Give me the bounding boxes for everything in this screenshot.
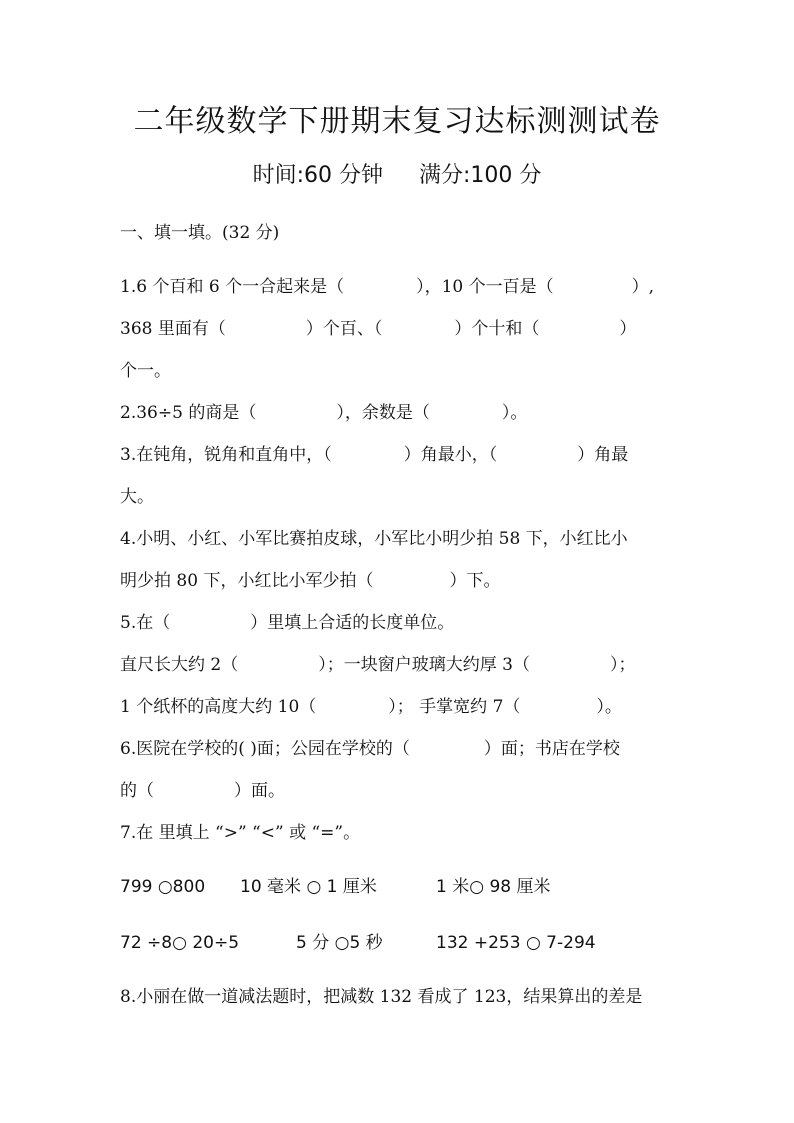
text: ）下。 [449, 571, 501, 591]
text: ）面。 [234, 781, 285, 801]
text: ）； 手掌宽约 7（ [388, 697, 521, 717]
question-6-line-2 [120, 776, 700, 801]
question-2 [120, 398, 700, 423]
text: 368 里面有（ [120, 319, 226, 339]
text: ），10 个一百是（ [416, 277, 554, 297]
text: ）个十和（ [454, 319, 540, 339]
question-1-line-1 [120, 272, 700, 297]
text: ），余数是（ [336, 403, 430, 423]
text: 的（ [120, 781, 154, 801]
compare-item[interactable]: 799 ○800 [120, 877, 206, 897]
question-6-line-1 [120, 734, 700, 759]
question-3-line-2: 大。 [120, 487, 154, 507]
compare-item[interactable]: 1 米○ 98 厘米 [436, 877, 551, 897]
question-4-line-1: 4.小明、小红、小军比赛拍皮球，小军比小明少拍 58 下，小红比小 [120, 529, 628, 549]
question-7-row-1 [120, 872, 700, 897]
text: 6.医院在学校的( )面；公园在学校的（ [120, 739, 410, 759]
question-8-line-1: 8.小丽在做一道减法题时，把减数 132 看成了 123，结果算出的差是 [120, 987, 643, 1007]
text: 明少拍 80 下，小红比小军少拍（ [120, 571, 374, 591]
question-3-line-1 [120, 440, 700, 465]
exam-title: 二年级数学下册期末复习达标测测试卷 [133, 104, 661, 139]
text: ）； [609, 655, 636, 675]
question-7-heading: 7.在 里填上 “>” “<” 或 “=”。 [120, 823, 361, 843]
text: ）。 [596, 697, 622, 717]
full-score: 满分:100 分 [419, 163, 542, 188]
text: 1.6 个百和 6 个一合起来是（ [120, 277, 345, 297]
question-1-line-2 [120, 314, 700, 339]
question-4-line-2 [120, 566, 700, 591]
compare-item[interactable]: 132 +253 ○ 7-294 [436, 933, 596, 953]
text: ）角最 [577, 445, 629, 465]
question-7-row-2 [120, 928, 700, 953]
text: ）面；书店在学校 [483, 739, 620, 759]
text: ）个百、（ [305, 319, 383, 339]
text: 3.在钝角，锐角和直角中，（ [120, 445, 332, 465]
text: ） [619, 319, 637, 339]
text: ）, [631, 277, 655, 297]
exam-meta [0, 158, 794, 189]
text: ）；一块窗户玻璃大约厚 3（ [318, 655, 530, 675]
time-limit: 时间:60 分钟 [252, 163, 383, 188]
question-5-line-2 [120, 650, 700, 675]
text: 1 个纸杯的高度大约 10（ [120, 697, 317, 717]
question-1-line-3: 个一。 [120, 361, 171, 381]
text: 5.在（ [120, 613, 171, 633]
text: 直尺长大约 2（ [120, 655, 239, 675]
question-5-line-1 [120, 608, 700, 633]
text: ）里填上合适的长度单位。 [250, 613, 455, 633]
compare-item[interactable]: 10 毫米 ○ 1 厘米 [240, 877, 377, 897]
question-5-line-3 [120, 692, 700, 717]
compare-item[interactable]: 72 ÷8○ 20÷5 [120, 933, 240, 953]
text: ）角最小，（ [403, 445, 498, 465]
section-heading: 一、填一填。(32 分) [120, 223, 280, 243]
text: 2.36÷5 的商是（ [120, 403, 257, 423]
compare-item[interactable]: 5 分 ○5 秒 [296, 933, 383, 953]
text: ）。 [501, 403, 528, 423]
